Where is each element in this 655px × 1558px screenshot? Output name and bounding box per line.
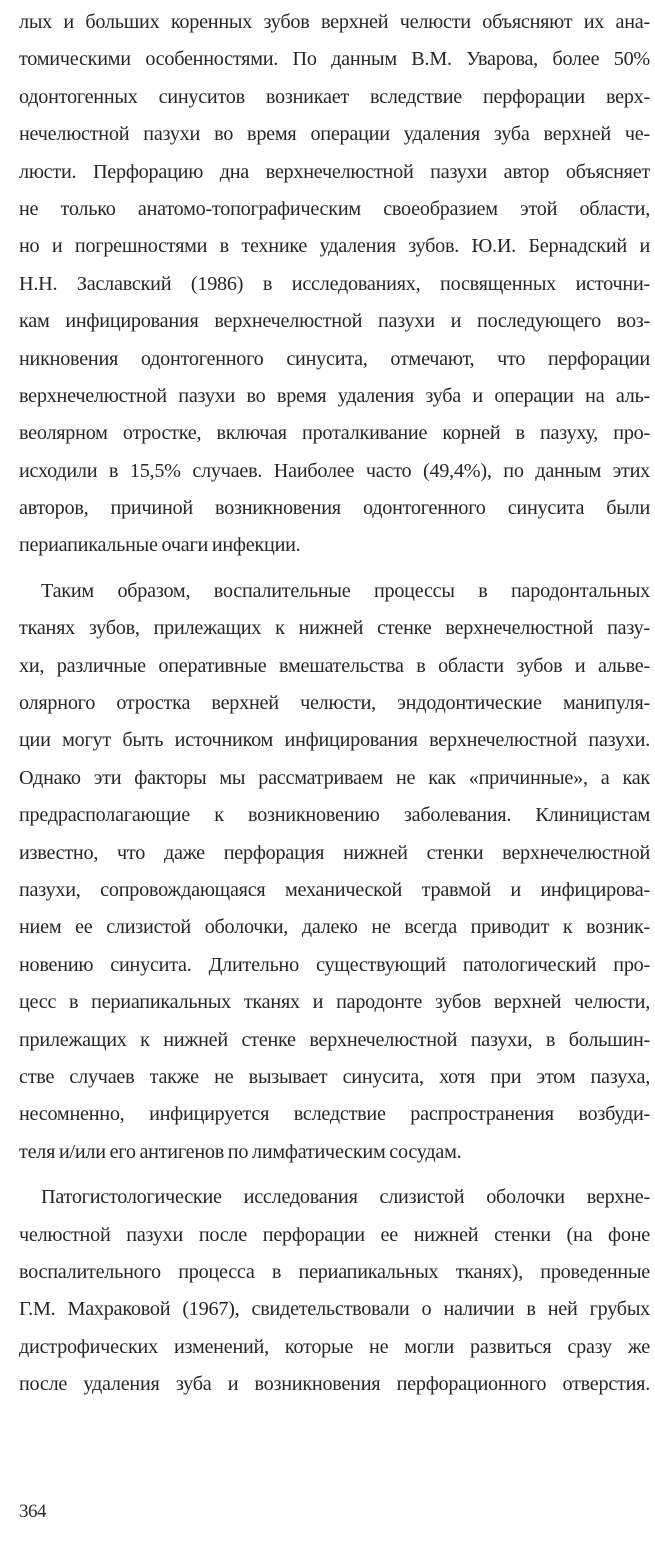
text-line: кам инфицирования верхнечелюстной пазухи и последующего воз- — [19, 310, 650, 333]
page-number: 364 — [19, 1501, 46, 1522]
text-line: Однако эти факторы мы рассматриваем не как «причинные», а как — [19, 766, 650, 789]
text-line: новению синусита. Длительно существующий патологический про- — [19, 953, 650, 976]
text-line: веолярном отростке, включая проталкивание корней в пазуху, про- — [19, 422, 650, 445]
text-line: томическими особенностями. По данным В.М. Уварова, более 50% — [19, 48, 650, 71]
text-line: периапикальные очаги инфекции. — [19, 534, 301, 557]
text-line: дистрофических изменений, которые не могли развиться сразу же — [19, 1335, 650, 1358]
text-line: известно, что даже перфорация нижней стенки верхнечелюстной — [19, 841, 650, 864]
text-line: авторов, причиной возникновения одонтогенного синусита были — [19, 497, 650, 520]
text-line: одонтогенных синуситов возникает вследствие перфорации верх- — [19, 85, 650, 108]
text-line: но и погрешностями в технике удаления зубов. Ю.И. Бернадский и — [19, 235, 650, 258]
text-line: хи, различные оперативные вмешательства в области зубов и альве- — [19, 654, 650, 677]
page-body — [19, 4, 650, 1403]
text-line: не только анатомо-топографическим своеобразием этой области, — [19, 197, 650, 220]
text-line: предрасполагающие к возникновению заболевания. Клиницистам — [19, 804, 650, 827]
text-line: стве случаев также не вызывает синусита, хотя при этом пазуха, — [19, 1065, 650, 1088]
text-line: Г.М. Махраковой (1967), свидетельствовали о наличии в ней грубых — [19, 1298, 650, 1321]
text-line: после удаления зуба и возникновения перфорационного отверстия. — [19, 1373, 650, 1396]
paragraph — [19, 1179, 650, 1403]
text-line: исходили в 15,5% случаев. Наиболее часто (49,4%), по данным этих — [19, 459, 650, 482]
text-line: теля и/или его антигенов по лимфатическим сосудам. — [19, 1140, 462, 1163]
paragraph — [19, 573, 650, 1171]
text-line: олярного отростка верхней челюсти, эндодонтические манипуля- — [19, 692, 650, 715]
text-line: Патогистологические исследования слизистой оболочки верхне- — [41, 1186, 650, 1209]
text-line: Таким образом, воспалительные процессы в пародонтальных — [41, 579, 650, 602]
text-line: пазухи, сопровождающаяся механической травмой и инфицирова- — [19, 878, 650, 901]
text-line: нием ее слизистой оболочки, далеко не всегда приводит к возник- — [19, 916, 650, 939]
text-line: челюстной пазухи после перфорации ее нижней стенки (на фоне — [19, 1223, 650, 1246]
text-line: люсти. Перфорацию дна верхнечелюстной пазухи автор объясняет — [19, 160, 650, 183]
text-line: тканях зубов, прилежащих к нижней стенке верхнечелюстной пазу- — [19, 617, 650, 640]
text-line: лых и больших коренных зубов верхней челюсти объясняют их ана- — [19, 11, 650, 33]
text-line: цесс в периапикальных тканях и пародонте зубов верхней челюсти, — [19, 991, 650, 1014]
text-line: верхнечелюстной пазухи во время удаления зуба и операции на аль- — [19, 384, 650, 407]
text-line: ции могут быть источником инфицирования верхнечелюстной пазухи. — [19, 729, 650, 752]
text-line: нечелюстной пазухи во время операции удаления зуба верхней че- — [19, 123, 650, 146]
text-line: прилежащих к нижней стенке верхнечелюстной пазухи, в большин- — [19, 1028, 650, 1051]
text-line: никновения одонтогенного синусита, отмечают, что перфорации — [19, 347, 650, 370]
paragraph — [19, 4, 650, 565]
text-line: воспалительного процесса в периапикальных тканях), проведенные — [19, 1260, 650, 1283]
text-line: Н.Н. Заславский (1986) в исследованиях, посвященных источни- — [19, 272, 650, 295]
text-line: несомненно, инфицируется вследствие распространения возбуди- — [19, 1103, 650, 1126]
